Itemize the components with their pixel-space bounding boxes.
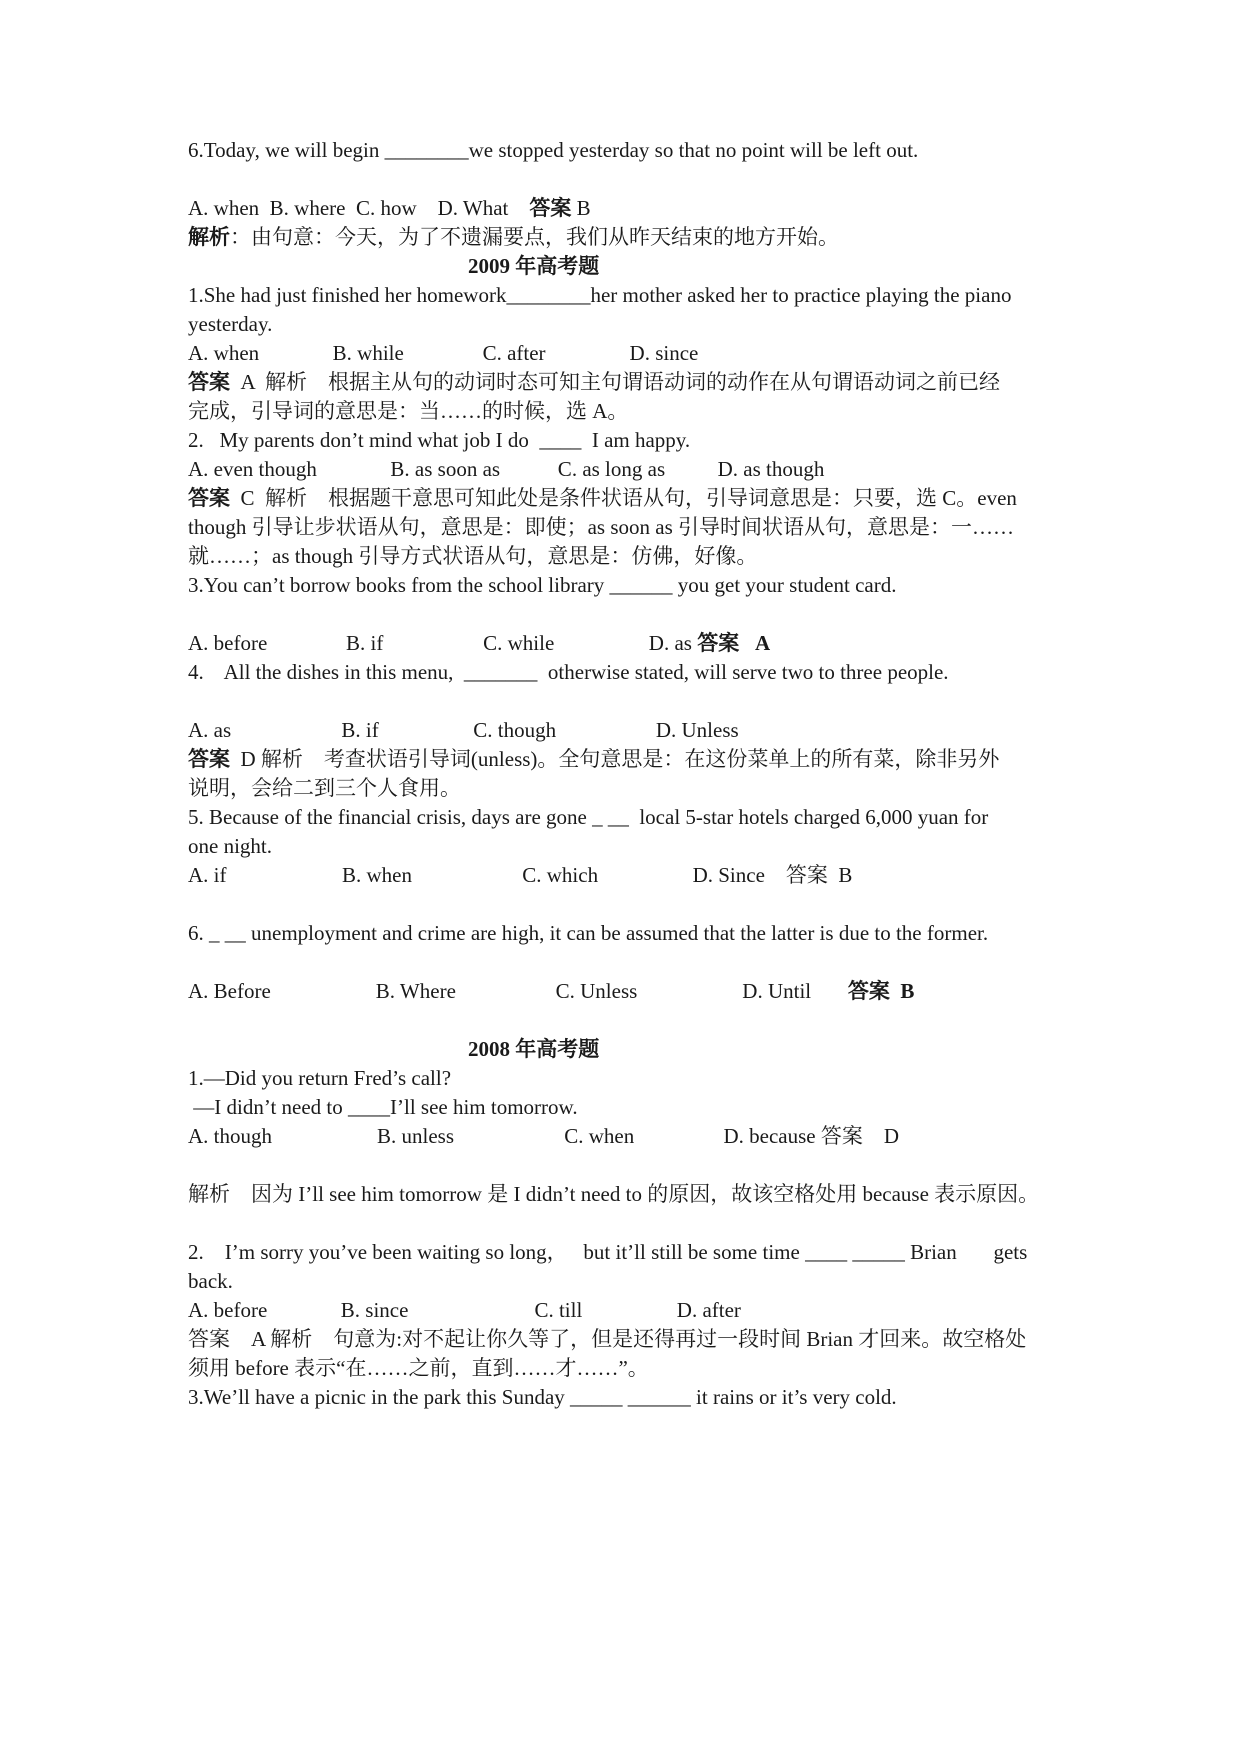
- question-2008-2-line-1: 2. I’m sorry you’ve been waiting so long， but it’ll still be some time ____ _____ Brian gets: [188, 1240, 1028, 1264]
- options-text: A. when B. where C. how D. What: [188, 196, 509, 220]
- answer-label: 答案: [697, 631, 740, 655]
- section-heading-2009: 2009 年高考题: [468, 254, 600, 278]
- question-2008-1-line-2: —I didn’t need to ____I’ll see him tomorrow.: [188, 1095, 578, 1119]
- explanation-text: D 解析 考查状语引导词(unless)。全句意思是：在这份菜单上的所有菜，除非另外: [230, 747, 1000, 771]
- question-6-options: [188, 978, 914, 1004]
- question-2008-1-line-1: 1.—Did you return Fred’s call?: [188, 1066, 452, 1090]
- question-2-explanation: [188, 485, 1017, 511]
- question-5-line-2: one night.: [188, 834, 272, 858]
- question-6-prev-explanation: [188, 224, 839, 250]
- question-2008-1-explanation: 解析 因为 I’ll see him tomorrow 是 I didn’t need to 的原因，故该空格处用 because 表示原因。: [188, 1182, 1040, 1206]
- question-4-explanation-2: 说明，会给二到三个人食用。: [188, 776, 461, 800]
- question-6: 6. _ __ unemployment and crime are high, it can be assumed that the latter is due to the former.: [188, 921, 989, 945]
- answer-label: 答案: [188, 747, 230, 771]
- question-2-explanation-2: though 引导让步状语从句，意思是：即使；as soon as 引导时间状语从句，意思是：一……: [188, 515, 1014, 539]
- answer-label: 答案: [529, 196, 572, 220]
- question-2008-2-explanation: 答案 A 解析 句意为:对不起让你久等了，但是还得再过一段时间 Brian 才回来。故空格处: [188, 1327, 1027, 1351]
- question-2-options: A. even though B. as soon as C. as long as D. as though: [188, 457, 825, 481]
- answer-label: 答案: [188, 486, 230, 510]
- explanation-label: 解析: [188, 225, 230, 249]
- options-text: A. before B. if C. while D. as: [188, 631, 698, 655]
- answer-value: A: [739, 631, 771, 655]
- question-1-options: A. when B. while C. after D. since: [188, 341, 699, 365]
- question-6-prev-options: [188, 195, 591, 221]
- question-5-line-1: 5. Because of the financial crisis, days are gone _ __ local 5-star hotels charged 6,000 yuan for: [188, 805, 989, 829]
- question-1-line-2: yesterday.: [188, 312, 273, 336]
- question-2008-2-line-2: back.: [188, 1269, 233, 1293]
- question-2008-2-options: A. before B. since C. till D. after: [188, 1298, 741, 1322]
- question-1-explanation: [188, 369, 1000, 395]
- explanation-text: C 解析 根据题干意思可知此处是条件状语从句，引导词意思是：只要，选 C。even: [230, 486, 1017, 510]
- question-2008-3: 3.We’ll have a picnic in the park this Sunday _____ ______ it rains or it’s very cold.: [188, 1385, 897, 1409]
- question-2-explanation-3: 就……；as though 引导方式状语从句，意思是：仿佛，好像。: [188, 544, 758, 568]
- question-2: 2. My parents don’t mind what job I do ____ I am happy.: [188, 428, 691, 452]
- explanation-text: ：由句意：今天，为了不遗漏要点，我们从昨天结束的地方开始。: [230, 225, 839, 249]
- answer-label: 答案: [188, 370, 230, 394]
- question-2008-2-explanation-2: 须用 before 表示“在……之前，直到……才……”。: [188, 1356, 649, 1380]
- section-heading-2008: 2008 年高考题: [468, 1037, 600, 1061]
- question-3-options: [188, 630, 770, 656]
- answer-value: 答案 B: [847, 979, 915, 1003]
- question-4-options: A. as B. if C. though D. Unless: [188, 718, 739, 742]
- explanation-text: A 解析 根据主从句的动词时态可知主句谓语动词的动作在从句谓语动词之前已经: [230, 370, 1001, 394]
- question-1-explanation-2: 完成，引导词的意思是：当……的时候，选 A。: [188, 399, 629, 423]
- question-3: 3.You can’t borrow books from the school library ______ you get your student card.: [188, 573, 897, 597]
- question-1-line-1: 1.She had just finished her homework________her mother asked her to practice playing the piano: [188, 283, 1012, 307]
- question-5-options: A. if B. when C. which D. Since 答案 B: [188, 863, 853, 887]
- options-text: A. Before B. Where C. Unless D. Until: [188, 979, 848, 1003]
- answer-value: B: [571, 196, 591, 220]
- question-4-explanation: [188, 746, 999, 772]
- question-4: 4. All the dishes in this menu, _______ otherwise stated, will serve two to three people.: [188, 660, 949, 684]
- question-6-prev: 6.Today, we will begin ________we stopped yesterday so that no point will be left out.: [188, 138, 919, 162]
- question-2008-1-options: A. though B. unless C. when D. because 答案 D: [188, 1124, 900, 1148]
